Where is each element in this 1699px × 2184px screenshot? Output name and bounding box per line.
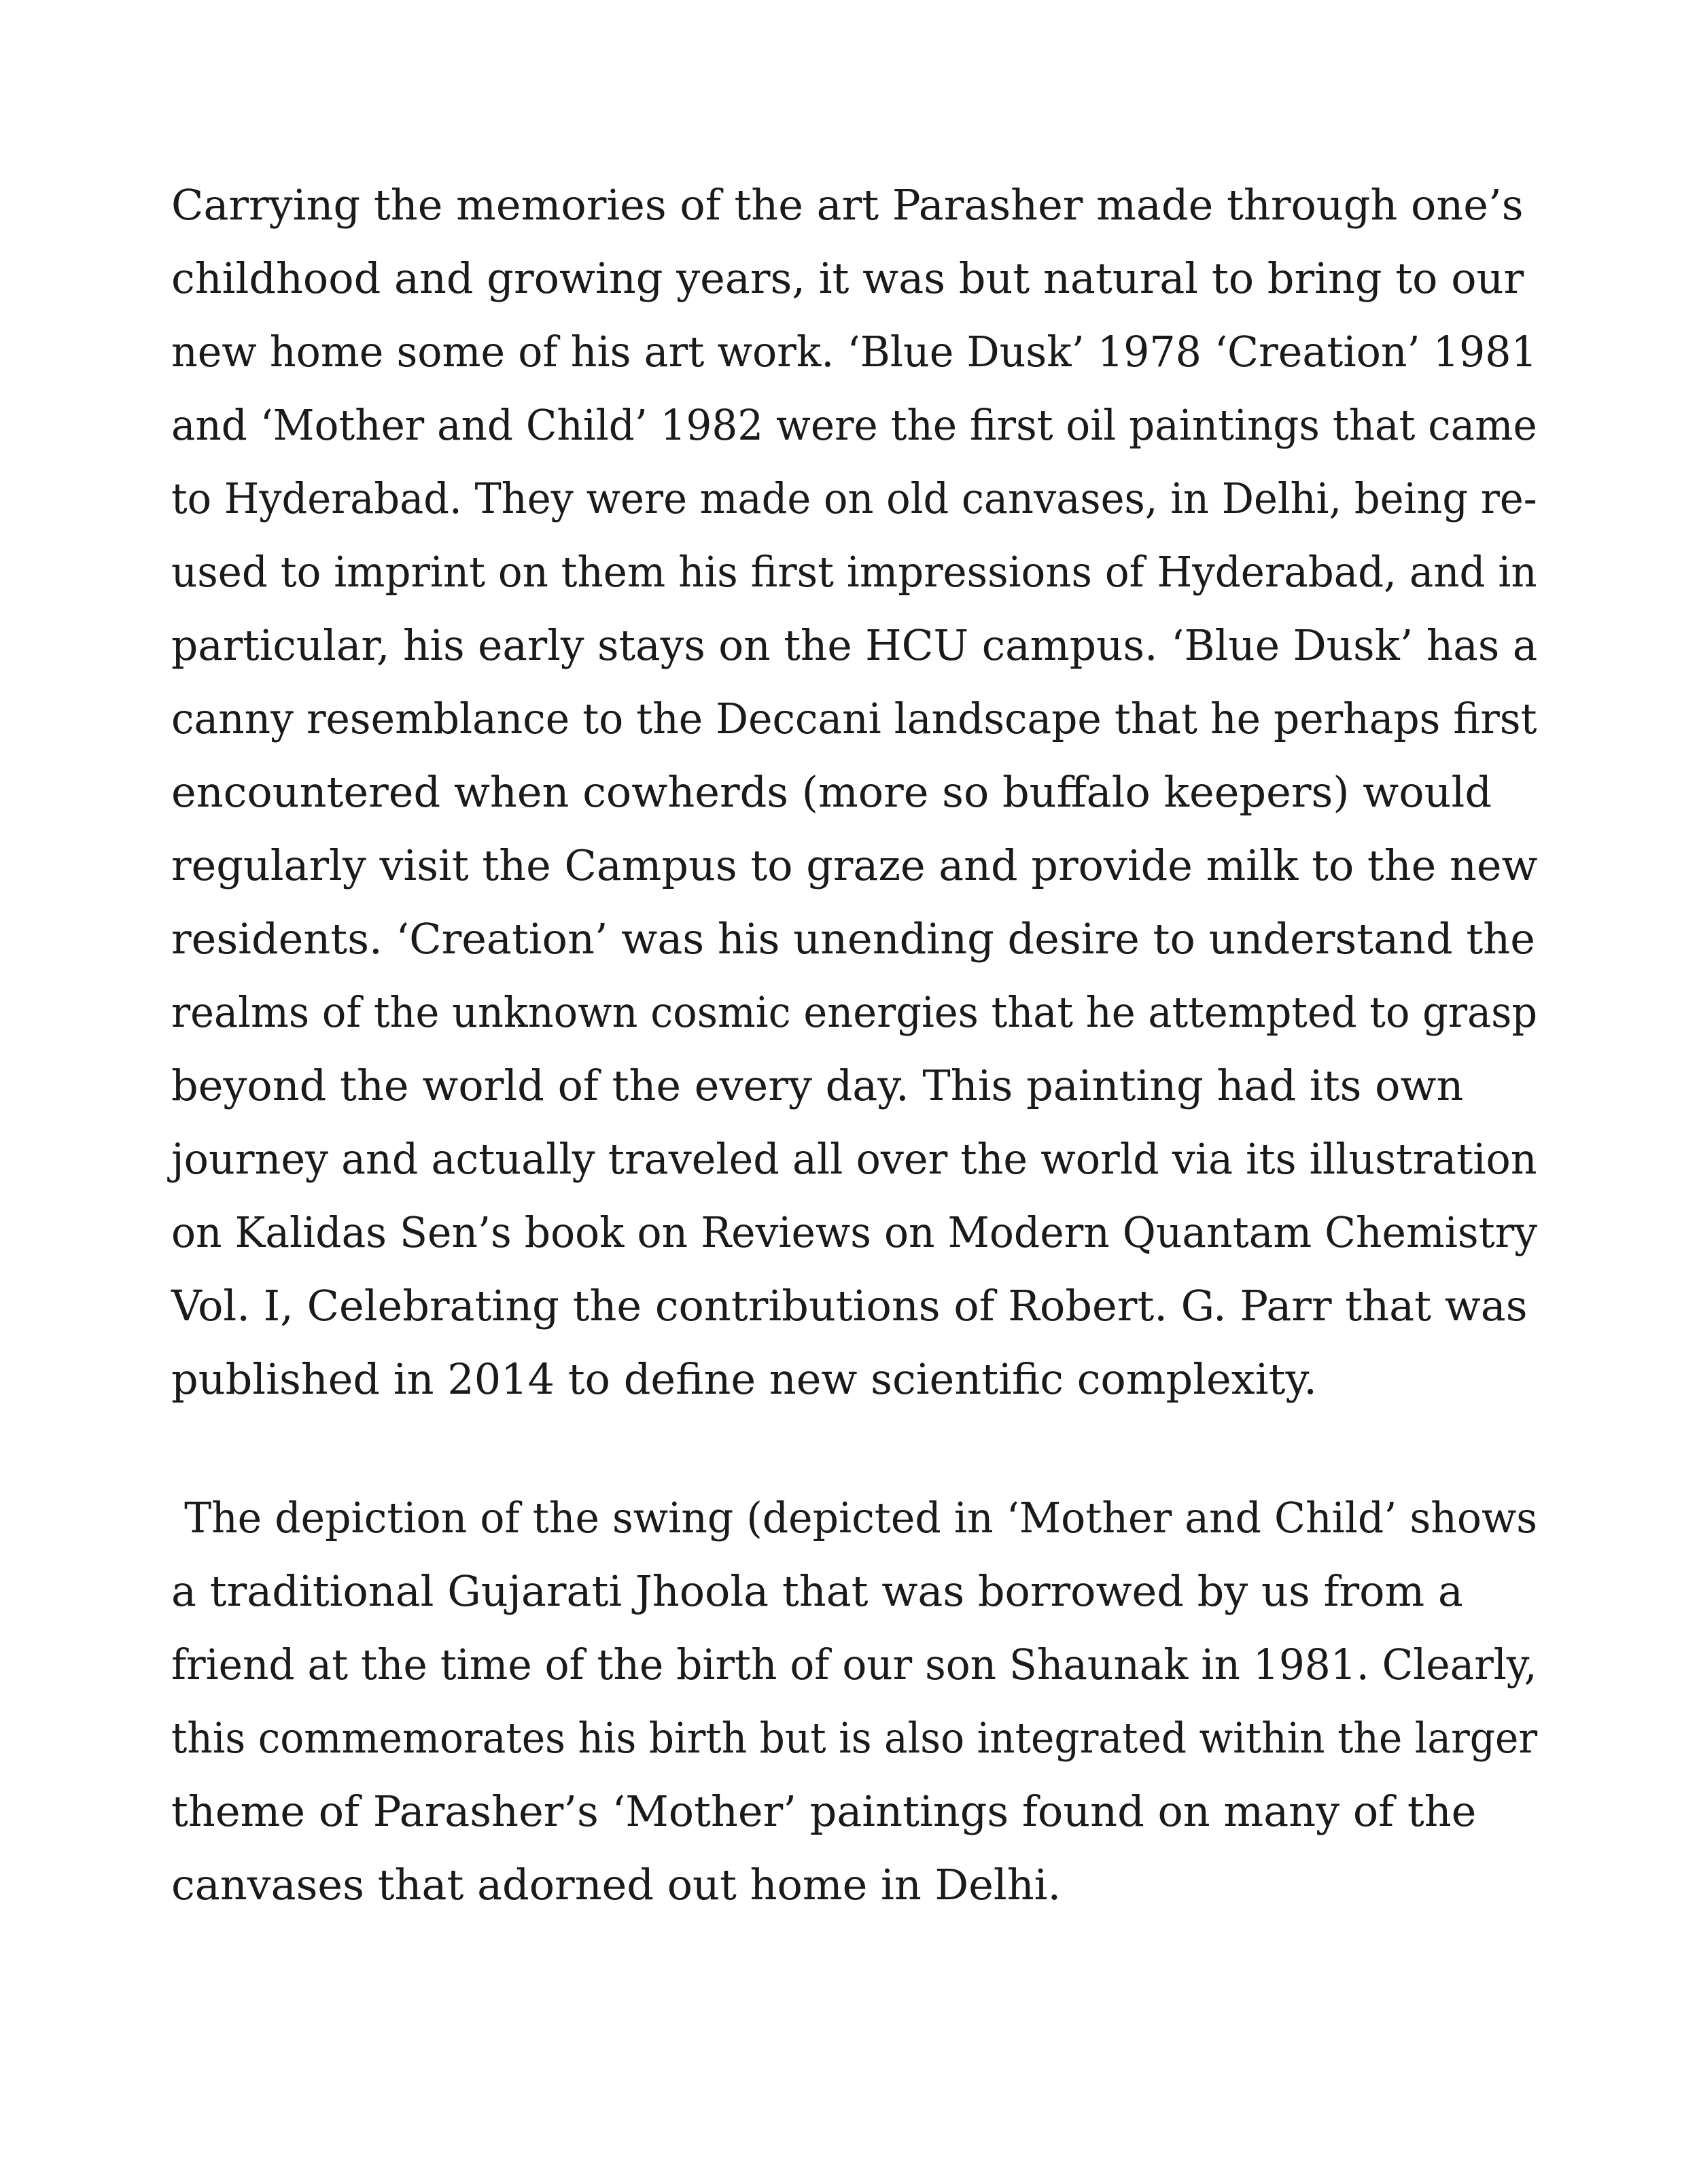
paragraph-line: used to imprint on them his first impressions of Hyderabad, and in	[171, 547, 1537, 597]
paragraph-line: The depiction of the swing (depicted in ‘Mother and Child’ shows	[171, 1493, 1538, 1543]
paragraph-line: canvases that adorned out home in Delhi.	[171, 1860, 1062, 1909]
paragraph-line: realms of the unknown cosmic energies that he attempted to grasp	[171, 987, 1538, 1037]
paragraph-line: regularly visit the Campus to graze and provide milk to the new	[171, 841, 1538, 890]
paragraph-2	[171, 1481, 1537, 1922]
paragraph-line: Carrying the memories of the art Parasher made through one’s	[171, 180, 1524, 230]
paragraph-line: residents. ‘Creation’ was his unending desire to understand the	[171, 914, 1535, 964]
paragraph-line: theme of Parasher’s ‘Mother’ paintings found on many of the	[171, 1786, 1477, 1836]
paragraph-line: encountered when cowherds (more so buffalo keepers) would	[171, 767, 1492, 817]
paragraph-line: canny resemblance to the Deccani landscape that he perhaps first	[171, 694, 1537, 743]
paragraph-line: on Kalidas Sen’s book on Reviews on Modern Quantam Chemistry	[171, 1208, 1538, 1257]
paragraph-line: to Hyderabad. They were made on old canvases, in Delhi, being re-	[171, 474, 1537, 523]
paragraph-line: published in 2014 to define new scientific complexity.	[171, 1354, 1317, 1404]
paragraph-line: beyond the world of the every day. This painting had its own	[171, 1061, 1464, 1110]
paragraph-line: and ‘Mother and Child’ 1982 were the first oil paintings that came	[171, 400, 1537, 450]
paragraph-line: new home some of his art work. ‘Blue Dusk’ 1978 ‘Creation’ 1981	[171, 327, 1537, 376]
paragraph-line: childhood and growing years, it was but natural to bring to our	[171, 253, 1524, 303]
paragraph-line: a traditional Gujarati Jhoola that was borrowed by us from a	[171, 1566, 1463, 1616]
paragraph-1	[171, 169, 1537, 1416]
paragraph-line: this commemorates his birth but is also integrated within the larger	[171, 1713, 1538, 1763]
paragraph-line: journey and actually traveled all over the world via its illustration	[171, 1134, 1537, 1184]
paragraph-line: Vol. I, Celebrating the contributions of Robert. G. Parr that was	[171, 1281, 1528, 1331]
paragraph-line: particular, his early stays on the HCU campus. ‘Blue Dusk’ has a	[171, 620, 1538, 670]
paragraph-line: friend at the time of the birth of our son Shaunak in 1981. Clearly,	[171, 1640, 1537, 1689]
